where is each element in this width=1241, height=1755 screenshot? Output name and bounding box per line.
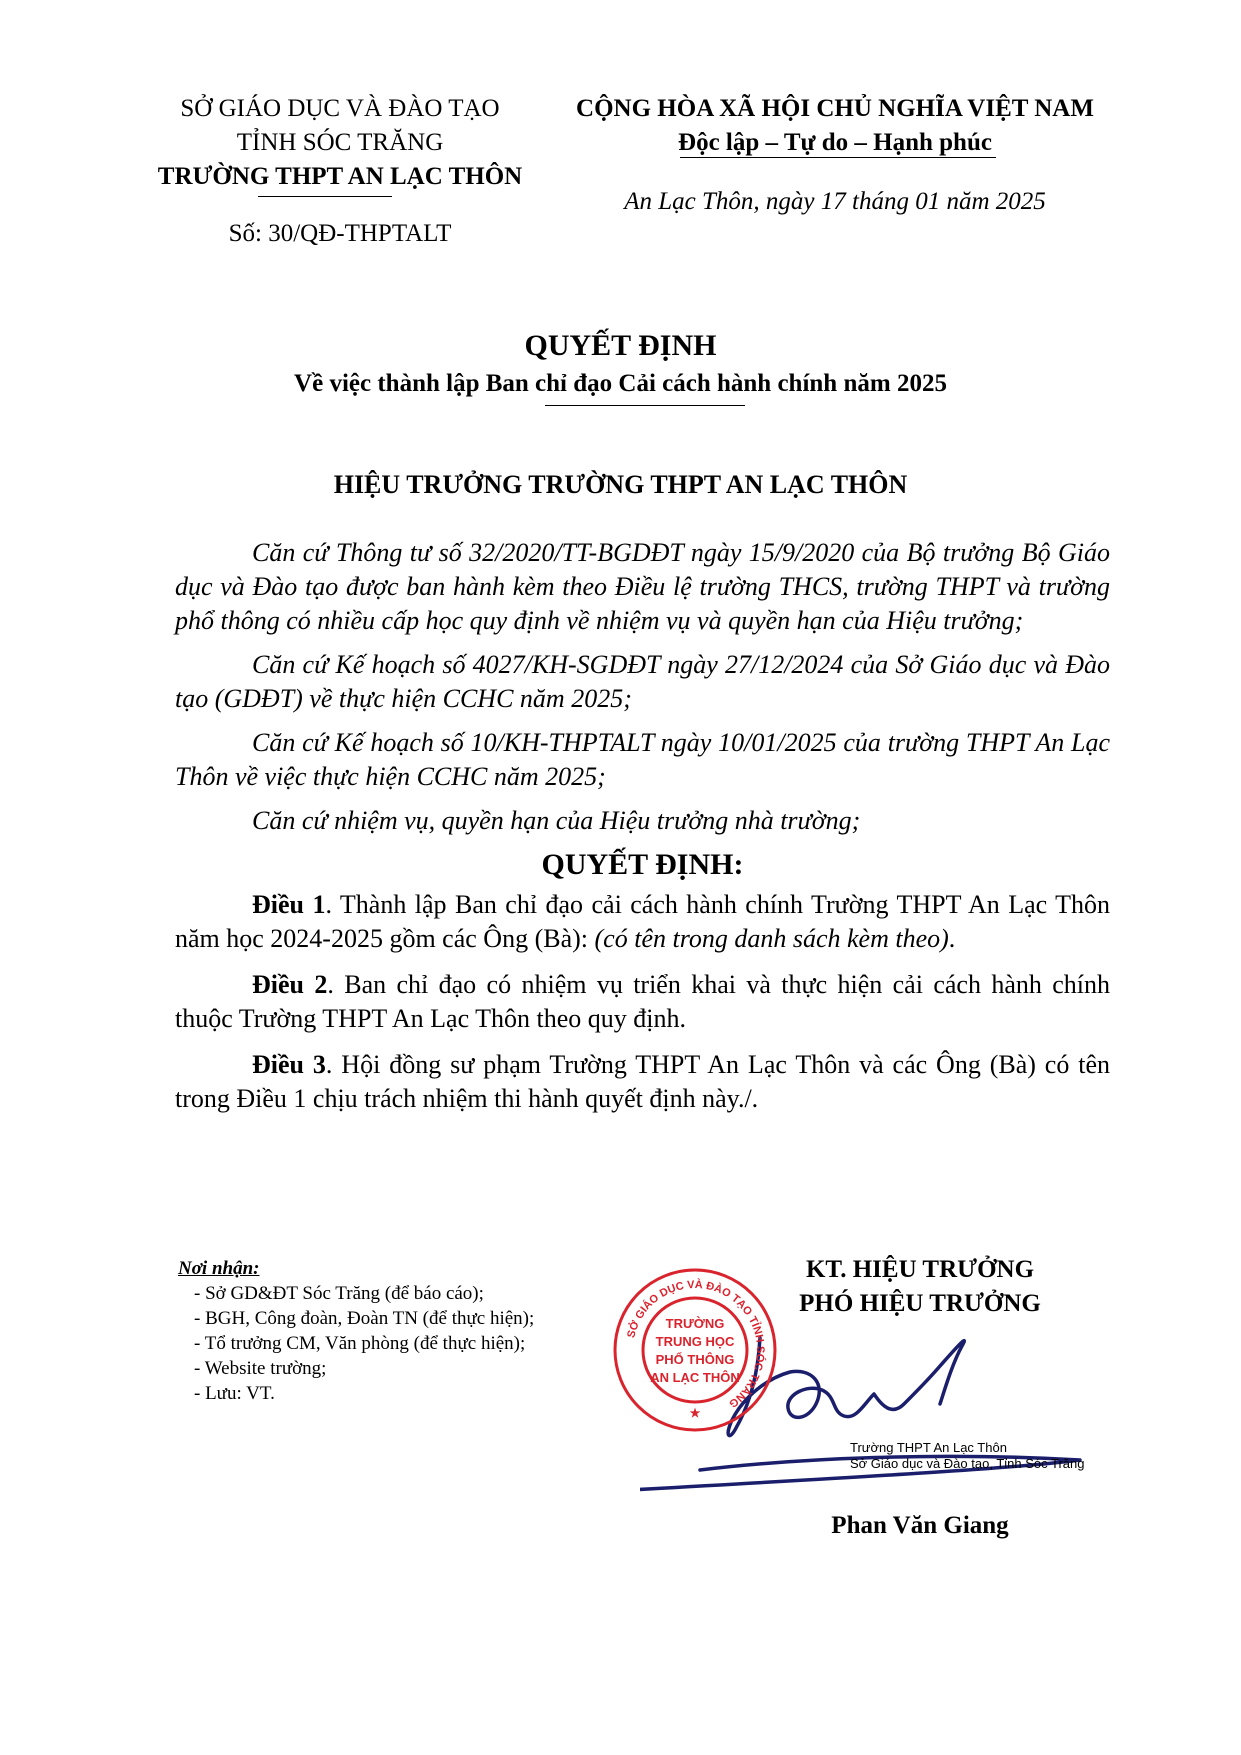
signer-name: Phan Văn Giang (831, 1512, 1009, 1539)
digital-signature-caption (850, 1440, 1150, 1472)
signature-title-line1: KT. HIỆU TRƯỞNG (805, 1256, 1035, 1283)
header-left (140, 92, 540, 194)
article-1-end: . (948, 924, 956, 953)
recipient-item: - Sở GD&ĐT Sóc Trăng (để báo cáo); (194, 1283, 484, 1304)
article-1 (175, 888, 1110, 956)
signature-title-line2: PHÓ HIỆU TRƯỞNG (799, 1290, 1041, 1317)
national-motto: Độc lập – Tự do – Hạnh phúc (678, 129, 992, 156)
document-body (175, 536, 1110, 1128)
svg-text:TRƯỜNG: TRƯỜNG (665, 1316, 725, 1331)
recipients-heading: Nơi nhận: (178, 1258, 260, 1279)
school-name: TRƯỜNG THPT AN LẠC THÔN (157, 163, 523, 190)
article-2-text: . Ban chỉ đạo có nhiệm vụ triển khai và thực hiện cải cách hành chính thuộc Trường THPT An Lạc Thôn theo quy định. (175, 970, 1110, 1033)
document-number: Số: 30/QĐ-THPTALT (228, 220, 452, 247)
article-2-label: Điều 2 (252, 970, 328, 999)
issuing-authority: HIỆU TRƯỞNG TRƯỜNG THPT AN LẠC THÔN (333, 470, 908, 499)
decision-heading: QUYẾT ĐỊNH: (541, 848, 744, 881)
article-2 (175, 968, 1110, 1036)
recipient-item: - BGH, Công đoàn, Đoàn TN (để thực hiện); (194, 1308, 535, 1329)
department-name: SỞ GIÁO DỤC VÀ ĐÀO TẠO (180, 95, 500, 122)
school-seal (610, 1265, 780, 1435)
legal-basis-4: Căn cứ nhiệm vụ, quyền hạn của Hiệu trưởng nhà trường; (252, 806, 861, 835)
digital-signature-org: Trường THPT An Lạc Thôn (850, 1440, 1007, 1455)
header-right (555, 92, 1115, 160)
nation-name: CỘNG HÒA XÃ HỘI CHỦ NGHĨA VIỆT NAM (576, 95, 1094, 122)
recipient-item: - Lưu: VT. (194, 1383, 275, 1404)
subtitle-divider (545, 405, 745, 406)
recipients-block (178, 1256, 618, 1406)
article-1-label: Điều 1 (252, 890, 326, 919)
article-3-text: . Hội đồng sư phạm Trường THPT An Lạc Thôn và các Ông (Bà) có tên trong Điều 1 chịu trách nhiệm thi hành quyết định này./. (175, 1050, 1111, 1113)
document-subtitle: Về việc thành lập Ban chỉ đạo Cải cách hành chính năm 2025 (294, 370, 947, 397)
article-1-text: . Thành lập Ban chỉ đạo cải cách hành chính Trường THPT An Lạc Thôn năm học 2024-2025 gồm các Ông (Bà): (175, 890, 1111, 953)
recipient-item: - Tổ trưởng CM, Văn phòng (để thực hiện); (194, 1333, 526, 1354)
header-left-divider (258, 196, 392, 197)
digital-signature-dept: Sở Giáo dục và Đào tạo, Tỉnh Sóc Trăng (850, 1456, 1085, 1471)
header-right-divider (680, 157, 996, 158)
svg-text:TRUNG HỌC: TRUNG HỌC (655, 1334, 735, 1349)
article-3 (175, 1048, 1110, 1116)
province-name: TỈNH SÓC TRĂNG (236, 129, 444, 156)
recipient-item: - Website trường; (194, 1358, 327, 1379)
legal-basis-1: Căn cứ Thông tư số 32/2020/TT-BGDĐT ngày 15/9/2020 của Bộ trưởng Bộ Giáo dục và Đào tạo được ban hành kèm theo Điều lệ trường THCS, trường THPT và trường phổ thông có nhiều cấp học quy định về nhiệm vụ và quyền hạn của Hiệu trưởng; (175, 538, 1110, 635)
svg-text:AN LẠC THÔN: AN LẠC THÔN (650, 1370, 740, 1385)
article-1-note: (có tên trong danh sách kèm theo) (594, 924, 949, 953)
legal-basis-2: Căn cứ Kế hoạch số 4027/KH-SGDĐT ngày 27/12/2024 của Sở Giáo dục và Đào tạo (GDĐT) về thực hiện CCHC năm 2025; (175, 650, 1110, 713)
svg-text:★: ★ (689, 1406, 701, 1420)
legal-basis-3: Căn cứ Kế hoạch số 10/KH-THPTALT ngày 10/01/2025 của trường THPT An Lạc Thôn về việc thực hiện CCHC năm 2025; (175, 728, 1110, 791)
document-title: QUYẾT ĐỊNH (524, 329, 717, 362)
svg-text:PHỔ THÔNG: PHỔ THÔNG (655, 1352, 735, 1367)
document-date: An Lạc Thôn, ngày 17 tháng 01 năm 2025 (624, 188, 1046, 215)
article-3-label: Điều 3 (252, 1050, 326, 1079)
svg-text:SỞ GIÁO DỤC VÀ ĐÀO TẠO TỈNH SÓ: SỞ GIÁO DỤC VÀ ĐÀO TẠO TỈNH SÓC TRĂNG (625, 1278, 767, 1410)
